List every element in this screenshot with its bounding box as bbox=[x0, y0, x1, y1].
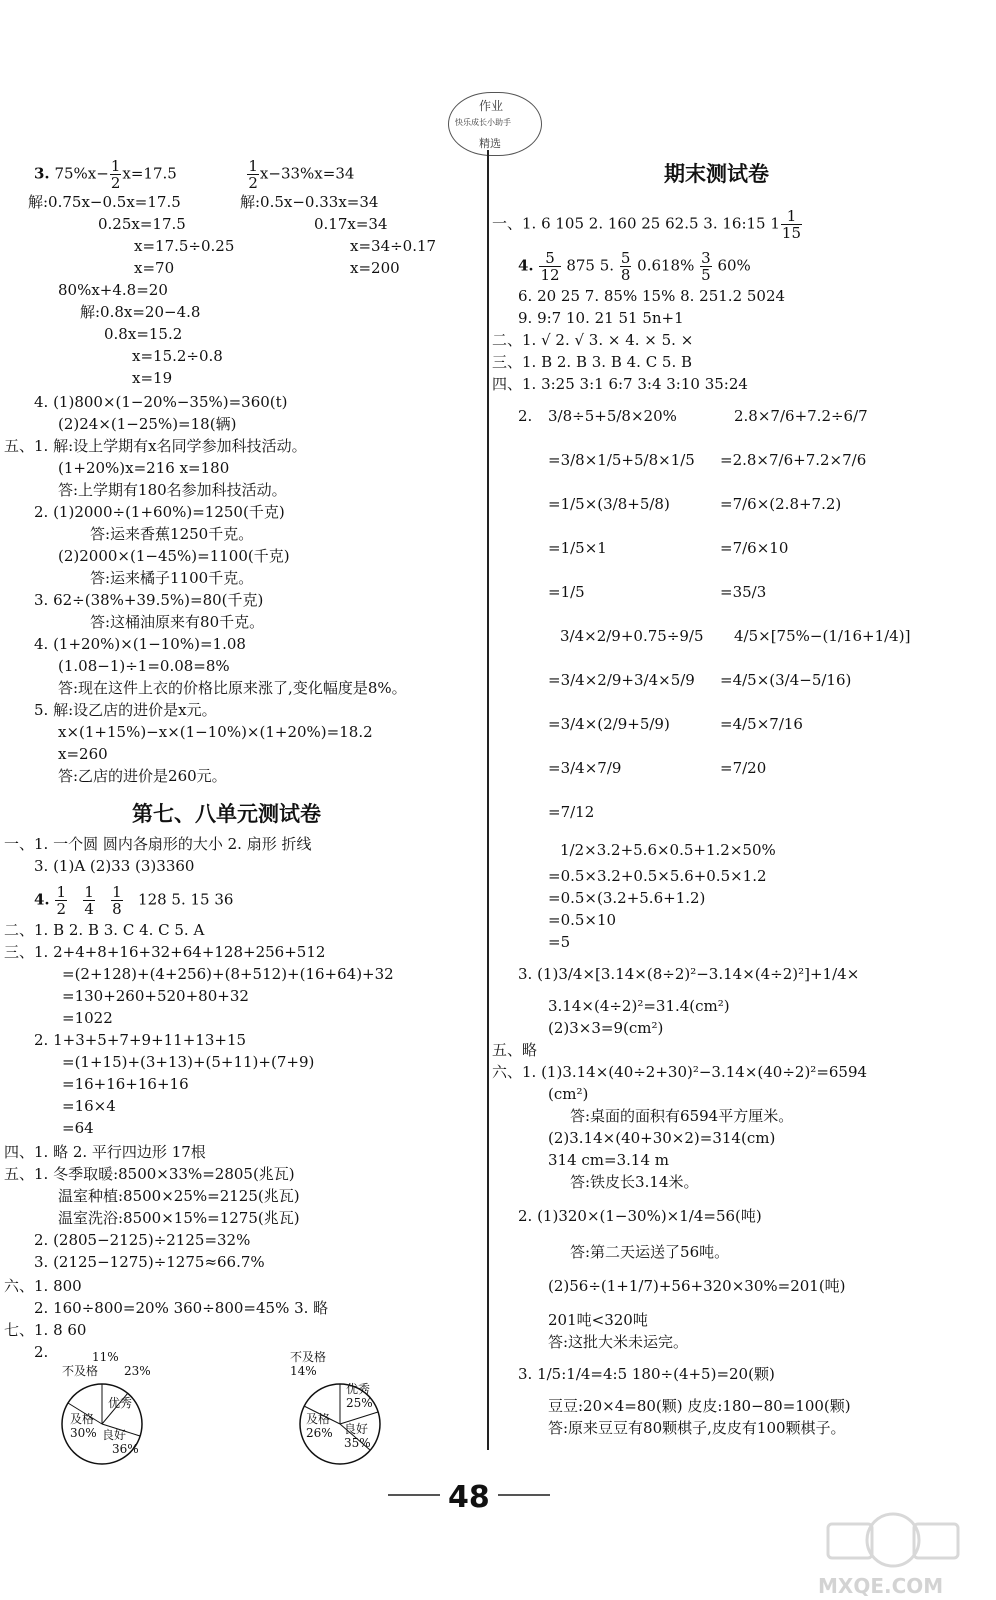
stamp-bottom: 精选 bbox=[479, 137, 501, 150]
r-s1-line4: 9. 9:7 10. 21 51 5n+1 bbox=[518, 309, 684, 327]
pie1-excellent-pct: 23% bbox=[124, 1364, 151, 1378]
u78-s3-line: =130+260+520+80+32 bbox=[62, 987, 249, 1005]
u78-s3-line: 2. 1+3+5+7+9+11+13+15 bbox=[34, 1031, 247, 1049]
q3a-step: 解:0.75x−0.5x=17.5 bbox=[28, 193, 181, 211]
calcD-line: =7/20 bbox=[720, 759, 767, 777]
s5-line: 4. (1+20%)×(1−10%)=1.08 bbox=[34, 635, 246, 653]
u78-s5-line: 3. (2125−1275)÷1275≈66.7% bbox=[34, 1253, 265, 1271]
calcA-line: =1/5×(3/8+5/8) bbox=[548, 495, 670, 513]
calcD-line: 4/5×[75%−(1/16+1/4)] bbox=[734, 627, 911, 645]
r-s5: 五、略 bbox=[492, 1041, 538, 1059]
u78-line: 一、1. 一个圆 圆内各扇形的大小 2. 扇形 折线 bbox=[4, 835, 312, 853]
q3b-step: x=34÷0.17 bbox=[350, 237, 437, 255]
pie1-good-pct: 36% bbox=[112, 1442, 139, 1456]
calcA-line: =1/5 bbox=[548, 583, 585, 601]
pie1-excellent: 优秀 bbox=[108, 1396, 133, 1410]
unit78-title: 第七、八单元测试卷 bbox=[132, 802, 321, 826]
pie2-fail: 不及格 bbox=[290, 1350, 327, 1364]
r-s6-line: 答:第二天运送了56吨。 bbox=[570, 1243, 730, 1261]
calcC-line: =3/4×7/9 bbox=[548, 759, 622, 777]
stamp-mid: 快乐成长小助手 bbox=[455, 118, 511, 127]
s5-line: x=260 bbox=[58, 745, 108, 763]
r-s3: 三、1. B 2. B 3. B 4. C 5. B bbox=[492, 353, 693, 371]
pie2-good: 良好 bbox=[344, 1422, 369, 1436]
u78-s3-line: =(2+128)+(4+256)+(8+512)+(16+64)+32 bbox=[62, 965, 394, 983]
calcC-line: =7/12 bbox=[548, 803, 595, 821]
calcE-line: 1/2×3.2+5.6×0.5+1.2×50% bbox=[560, 841, 776, 859]
calcB-line: =7/6×10 bbox=[720, 539, 789, 557]
homework-stamp bbox=[448, 92, 542, 156]
pie2-pass: 及格 bbox=[306, 1412, 331, 1426]
watermark bbox=[818, 1510, 968, 1600]
u78-s3-line: =(1+15)+(3+13)+(5+11)+(7+9) bbox=[62, 1053, 315, 1071]
r-s6-line: (2)56÷(1+1/7)+56+320×30%=201(吨) bbox=[548, 1277, 846, 1295]
u78-s3-line: =64 bbox=[62, 1119, 94, 1137]
s5-line: 答:现在这件上衣的价格比原来涨了,变化幅度是8%。 bbox=[58, 679, 407, 697]
pie2-pass-pct: 26% bbox=[306, 1426, 333, 1440]
calcA-line: 3/8÷5+5/8×20% bbox=[548, 407, 677, 425]
u78-s5-line: 五、1. 冬季取暖:8500×33%=2805(兆瓦) bbox=[4, 1165, 295, 1183]
watermark-text: MXQE.COM bbox=[818, 1574, 944, 1598]
r-s6-line: (cm²) bbox=[548, 1085, 589, 1103]
u78-line: 3. (1)A (2)33 (3)3360 bbox=[34, 857, 195, 875]
q3a-step: 0.25x=17.5 bbox=[98, 215, 186, 233]
s5-line: 答:乙店的进价是260元。 bbox=[58, 767, 227, 785]
calcE-line: =5 bbox=[548, 933, 571, 951]
calcC-line: =3/4×(2/9+5/9) bbox=[548, 715, 670, 733]
r-s6-line: 314 cm=3.14 m bbox=[548, 1151, 669, 1169]
s5-line: x×(1+15%)−x×(1−10%)×(1+20%)=18.2 bbox=[58, 723, 373, 741]
u78-s3-line: 三、1. 2+4+8+16+32+64+128+256+512 bbox=[4, 943, 326, 961]
q3-equations: 3. 75%x− $\frac{1}{2}$ x=17.5 $\frac{1}{2}$ x−33%x=34 bbox=[34, 157, 355, 192]
pie1-pass: 及格 bbox=[70, 1412, 95, 1426]
watermark-logo-icon bbox=[818, 1510, 968, 1570]
pie2-excellent-pct: 25% bbox=[346, 1396, 373, 1410]
u78-s3-line: =1022 bbox=[62, 1009, 113, 1027]
calcA-line: =1/5×1 bbox=[548, 539, 607, 557]
q4-line: 4. (1)800×(1−20%−35%)=360(t) bbox=[34, 393, 288, 411]
s5-line: 2. (1)2000÷(1+60%)=1250(千克) bbox=[34, 503, 285, 521]
q3a-step: x=70 bbox=[134, 259, 175, 277]
calcE-line: =0.5×(3.2+5.6+1.2) bbox=[548, 889, 706, 907]
q4-line: (2)24×(1−25%)=18(辆) bbox=[58, 415, 237, 433]
u78-s7: 七、1. 8 60 bbox=[4, 1321, 87, 1339]
calcB-line: =2.8×7/6+7.2×7/6 bbox=[720, 451, 867, 469]
q3c-step: x=19 bbox=[132, 369, 173, 387]
pie1-pass-pct: 30% bbox=[70, 1426, 97, 1440]
r-s6-line: 2. (1)320×(1−30%)×1/4=56(吨) bbox=[518, 1207, 762, 1225]
pie-chart-2 bbox=[260, 1358, 420, 1468]
q3b-step: 0.17x=34 bbox=[314, 215, 388, 233]
r-s6-line: 3. 1/5:1/4=4:5 180÷(4+5)=20(颗) bbox=[518, 1365, 775, 1383]
u78-s5-line: 温室洗浴:8500×15%=1275(兆瓦) bbox=[58, 1209, 300, 1227]
pie2-excellent: 优秀 bbox=[346, 1382, 371, 1396]
r-q3-line: 3.14×(4÷2)²=31.4(cm²) bbox=[548, 997, 730, 1015]
r-s6-line: 答:桌面的面积有6594平方厘米。 bbox=[570, 1107, 794, 1125]
pie1-fail: 不及格 bbox=[62, 1364, 99, 1378]
u78-q4: 4. $\frac{1}{2}$ $\frac{1}{4}$ $\frac{1}{8}$ 128 5. 15 36 bbox=[34, 883, 234, 918]
column-divider bbox=[487, 150, 489, 1450]
s5-line: (1.08−1)÷1=0.08=8% bbox=[58, 657, 230, 675]
s5-line: (1+20%)x=216 x=180 bbox=[58, 459, 230, 477]
r-s6-line: 答:原来豆豆有80颗棋子,皮皮有100颗棋子。 bbox=[548, 1419, 846, 1437]
u78-s2: 二、1. B 2. B 3. C 4. C 5. A bbox=[4, 921, 205, 939]
calcC-line: 3/4×2/9+0.75÷9/5 bbox=[560, 627, 704, 645]
r-s1-line1: 一、1. 6 105 2. 160 25 62.5 3. 16:15 1 $\frac{1}{15}$ bbox=[492, 207, 802, 242]
q3c-step: 80%x+4.8=20 bbox=[58, 281, 168, 299]
calcB-line: =35/3 bbox=[720, 583, 767, 601]
pie1-good: 良好 bbox=[102, 1428, 127, 1442]
calcE-line: =0.5×3.2+0.5×5.6+0.5×1.2 bbox=[548, 867, 767, 885]
q3c-step: 0.8x=15.2 bbox=[104, 325, 183, 343]
r-s6-line: (2)3.14×(40+30×2)=314(cm) bbox=[548, 1129, 776, 1147]
r-s6-line: 六、1. (1)3.14×(40÷2+30)²−3.14×(40÷2)²=6594 bbox=[492, 1063, 868, 1081]
calcC-line: =3/4×2/9+3/4×5/9 bbox=[548, 671, 695, 689]
r-s1-line2: 4. $\frac{5}{12}$ 875 5. $\frac{5}{8}$ 0.618% $\frac{3}{5}$ 60% bbox=[518, 249, 751, 284]
r-s6-line: 答:铁皮长3.14米。 bbox=[570, 1173, 699, 1191]
r-q3-line: 3. (1)3/4×[3.14×(8÷2)²−3.14×(4÷2)²]+1/4× bbox=[518, 965, 860, 983]
s5-line: 五、1. 解:设上学期有x名同学参加科技活动。 bbox=[4, 437, 307, 455]
u78-s3-line: =16+16+16+16 bbox=[62, 1075, 189, 1093]
q3b-step: 解:0.5x−0.33x=34 bbox=[240, 193, 379, 211]
r-q3-line: (2)3×3=9(cm²) bbox=[548, 1019, 664, 1037]
u78-s7-q2: 2. bbox=[34, 1343, 49, 1361]
s5-line: 答:运来橘子1100千克。 bbox=[90, 569, 254, 587]
u78-s3-line: =16×4 bbox=[62, 1097, 116, 1115]
q3a-step: x=17.5÷0.25 bbox=[134, 237, 235, 255]
calcD-line: =4/5×(3/4−5/16) bbox=[720, 671, 852, 689]
calcA-line: =3/8×1/5+5/8×1/5 bbox=[548, 451, 695, 469]
r-s4-1: 四、1. 3:25 3:1 6:7 3:4 3:10 35:24 bbox=[492, 375, 748, 393]
pie2-good-pct: 35% bbox=[344, 1436, 371, 1450]
u78-s5-line: 2. (2805−2125)÷2125=32% bbox=[34, 1231, 251, 1249]
r-s6-line: 豆豆:20×4=80(颗) 皮皮:180−80=100(颗) bbox=[548, 1397, 851, 1415]
r-s2: 二、1. √ 2. √ 3. × 4. × 5. × bbox=[492, 331, 694, 349]
q3c-step: x=15.2÷0.8 bbox=[132, 347, 223, 365]
u78-s6-line: 六、1. 800 bbox=[4, 1277, 82, 1295]
q3b-step: x=200 bbox=[350, 259, 400, 277]
page-number-deco-left bbox=[388, 1494, 440, 1496]
r-s4-2-label: 2. bbox=[518, 407, 533, 425]
u78-s6-line: 2. 160÷800=20% 360÷800=45% 3. 略 bbox=[34, 1299, 329, 1317]
pie2-fail-pct: 14% bbox=[290, 1364, 317, 1378]
final-exam-title: 期末测试卷 bbox=[664, 162, 769, 186]
r-s6-line: 201吨<320吨 bbox=[548, 1311, 648, 1329]
page-number-deco-right bbox=[498, 1494, 550, 1496]
s5-line: 3. 62÷(38%+39.5%)=80(千克) bbox=[34, 591, 264, 609]
calcB-line: =7/6×(2.8+7.2) bbox=[720, 495, 842, 513]
pie1-fail-pct: 11% bbox=[92, 1350, 119, 1364]
s5-line: 答:这桶油原来有80千克。 bbox=[90, 613, 265, 631]
q3c-step: 解:0.8x=20−4.8 bbox=[80, 303, 201, 321]
s5-line: (2)2000×(1−45%)=1100(千克) bbox=[58, 547, 290, 565]
u78-s5-line: 温室种植:8500×25%=2125(兆瓦) bbox=[58, 1187, 300, 1205]
u78-s4: 四、1. 略 2. 平行四边形 17根 bbox=[4, 1143, 206, 1161]
s5-line: 5. 解:设乙店的进价是x元。 bbox=[34, 701, 217, 719]
r-s1-line3: 6. 20 25 7. 85% 15% 8. 251.2 5024 bbox=[518, 287, 786, 305]
calcB-line: 2.8×7/6+7.2÷6/7 bbox=[734, 407, 868, 425]
calcE-line: =0.5×10 bbox=[548, 911, 617, 929]
r-s6-line: 答:这批大米未运完。 bbox=[548, 1333, 689, 1351]
s5-line: 答:上学期有180名参加科技活动。 bbox=[58, 481, 287, 499]
page-number: 48 bbox=[448, 1480, 490, 1515]
s5-line: 答:运来香蕉1250千克。 bbox=[90, 525, 254, 543]
stamp-top: 作业 bbox=[479, 99, 504, 113]
calcD-line: =4/5×7/16 bbox=[720, 715, 803, 733]
